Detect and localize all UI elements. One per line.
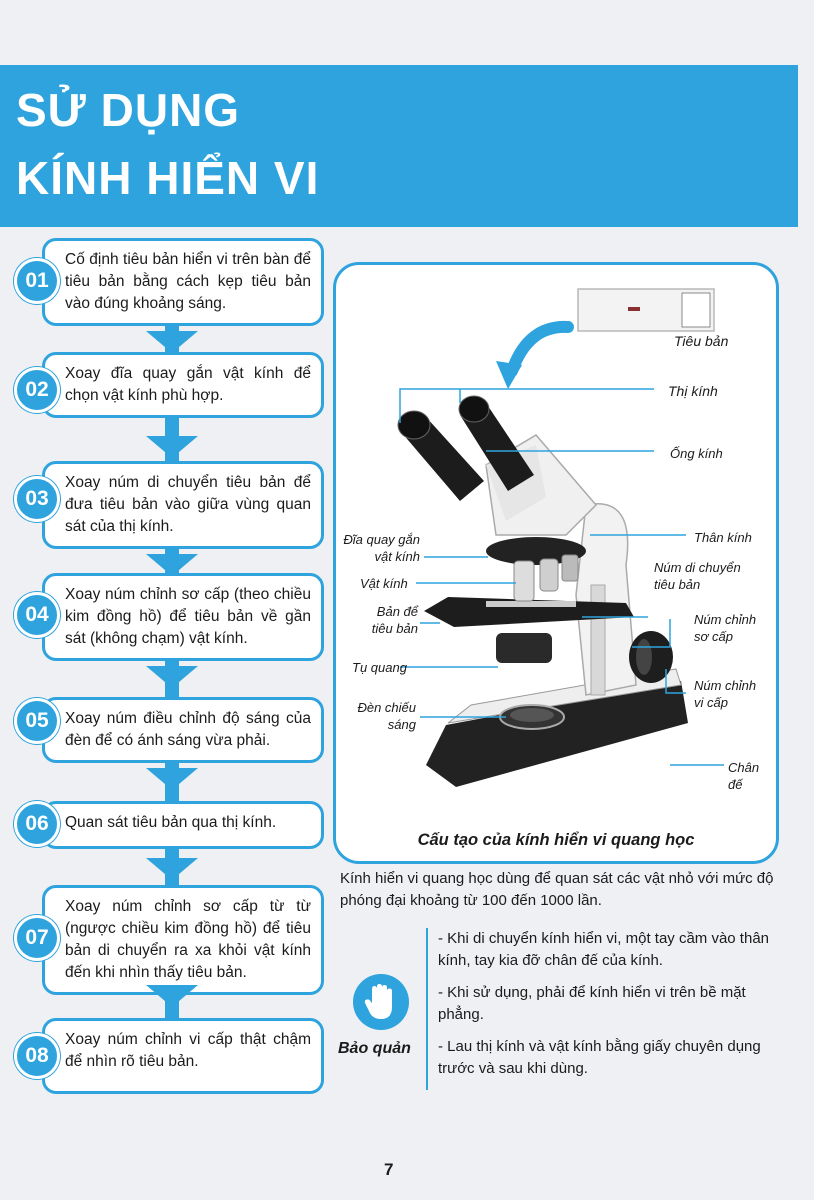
step-5-text: Xoay núm điều chỉnh độ sáng của đèn để có ánh sáng vừa phải. (65, 710, 311, 749)
step-7-arrow (146, 985, 198, 1007)
label-arm: Thân kính (694, 530, 752, 545)
label-nosepiece: Đĩa quay gắn vật kính (343, 532, 420, 564)
microscope-diagram (333, 262, 779, 864)
step-6-arrow (146, 858, 198, 880)
label-lamp: Đèn chiếu sáng (357, 700, 416, 732)
step-8-text: Xoay núm chỉnh vi cấp thật chậm để nhìn rõ tiêu bản. (65, 1031, 311, 1070)
step-2-text: Xoay đĩa quay gắn vật kính để chọn vật kính phù hợp. (65, 365, 311, 404)
label-stage: Bản để tiêu bản (371, 604, 418, 636)
step-6-number: 06 (14, 801, 60, 847)
care-item: - Lau thị kính và vật kính bằng giấy chuyên dụng trước và sau khi dùng. (438, 1038, 761, 1077)
diagram-caption: Cấu tạo của kính hiển vi quang học (417, 831, 695, 849)
step-7-number: 07 (14, 915, 60, 961)
step-1-text: Cố định tiêu bản hiển vi trên bàn để tiêu bản bằng cách kẹp tiêu bản vào đúng khoảng sáng. (65, 251, 311, 312)
slide-specimen (628, 307, 640, 311)
step-3-text: Xoay núm di chuyển tiêu bản để đưa tiêu bản vào giữa vùng quan sát của thị kính. (65, 474, 311, 535)
step-6-text: Quan sát tiêu bản qua thị kính. (65, 814, 277, 831)
label-eyepiece: Thị kính (668, 383, 718, 399)
curved-arrow-icon (512, 327, 568, 371)
hand-icon (353, 974, 409, 1030)
step-7-text: Xoay núm chỉnh sơ cấp từ từ (ngược chiều kim đồng hồ) để tiêu bản di chuyển ra xa khỏi vật kính đến khi nhìn thấy tiêu bản. (65, 898, 311, 981)
care-item: - Khi sử dụng, phải để kính hiển vi trên bề mặt phẳng. (438, 984, 746, 1023)
step-7-box (42, 885, 324, 995)
step-4-number: 04 (14, 592, 60, 638)
page-number: 7 (384, 1160, 394, 1179)
step-5-box (42, 697, 324, 763)
label-stage-knob: Núm di chuyển tiêu bản (654, 560, 741, 592)
step-2-box (42, 352, 324, 418)
step-1-arrow (146, 331, 198, 353)
step-4-arrow (146, 666, 198, 688)
eyepiece-pointer (400, 389, 654, 423)
care-title: Bảo quản (338, 1040, 411, 1057)
label-tube: Ống kính (670, 446, 723, 461)
step-3-number: 03 (14, 476, 60, 522)
step-2-arrow (146, 436, 198, 458)
page-title-line1: SỬ DỤNG (16, 84, 241, 136)
label-coarse: Núm chỉnh sơ cấp (694, 612, 757, 644)
label-base: Chân đế (728, 760, 760, 792)
step-8-number: 08 (14, 1033, 60, 1079)
step-4-box (42, 573, 324, 661)
intro-text: Kính hiển vi quang học dùng để quan sát các vật nhỏ với mức độ phóng đại khoảng từ 100 đến 1000 lần. (340, 870, 774, 909)
step-1-box (42, 238, 324, 326)
step-4-text: Xoay núm chỉnh sơ cấp (theo chiều kim đồng hồ) để tiêu bản về gần sát (không chạm) vật kính. (65, 586, 311, 647)
title-banner (0, 65, 798, 227)
step-6-box (42, 801, 324, 849)
label-slide: Tiêu bản (674, 333, 729, 349)
step-5-number: 05 (14, 698, 60, 744)
step-2-number: 02 (14, 367, 60, 413)
step-8-box (42, 1018, 324, 1094)
step-3-box (42, 461, 324, 549)
step-1-number: 01 (14, 258, 60, 304)
care-item: - Khi di chuyển kính hiển vi, một tay cầm vào thân kính, tay kia đỡ chân đế của kính. (438, 930, 770, 969)
label-fine: Núm chỉnh vi cấp (694, 678, 757, 710)
step-5-arrow (146, 768, 198, 790)
label-objective: Vật kính (360, 576, 408, 591)
care-list (426, 928, 778, 1090)
label-condenser: Tụ quang (352, 660, 407, 675)
page-title-line2: KÍNH HIỂN VI (16, 152, 320, 204)
